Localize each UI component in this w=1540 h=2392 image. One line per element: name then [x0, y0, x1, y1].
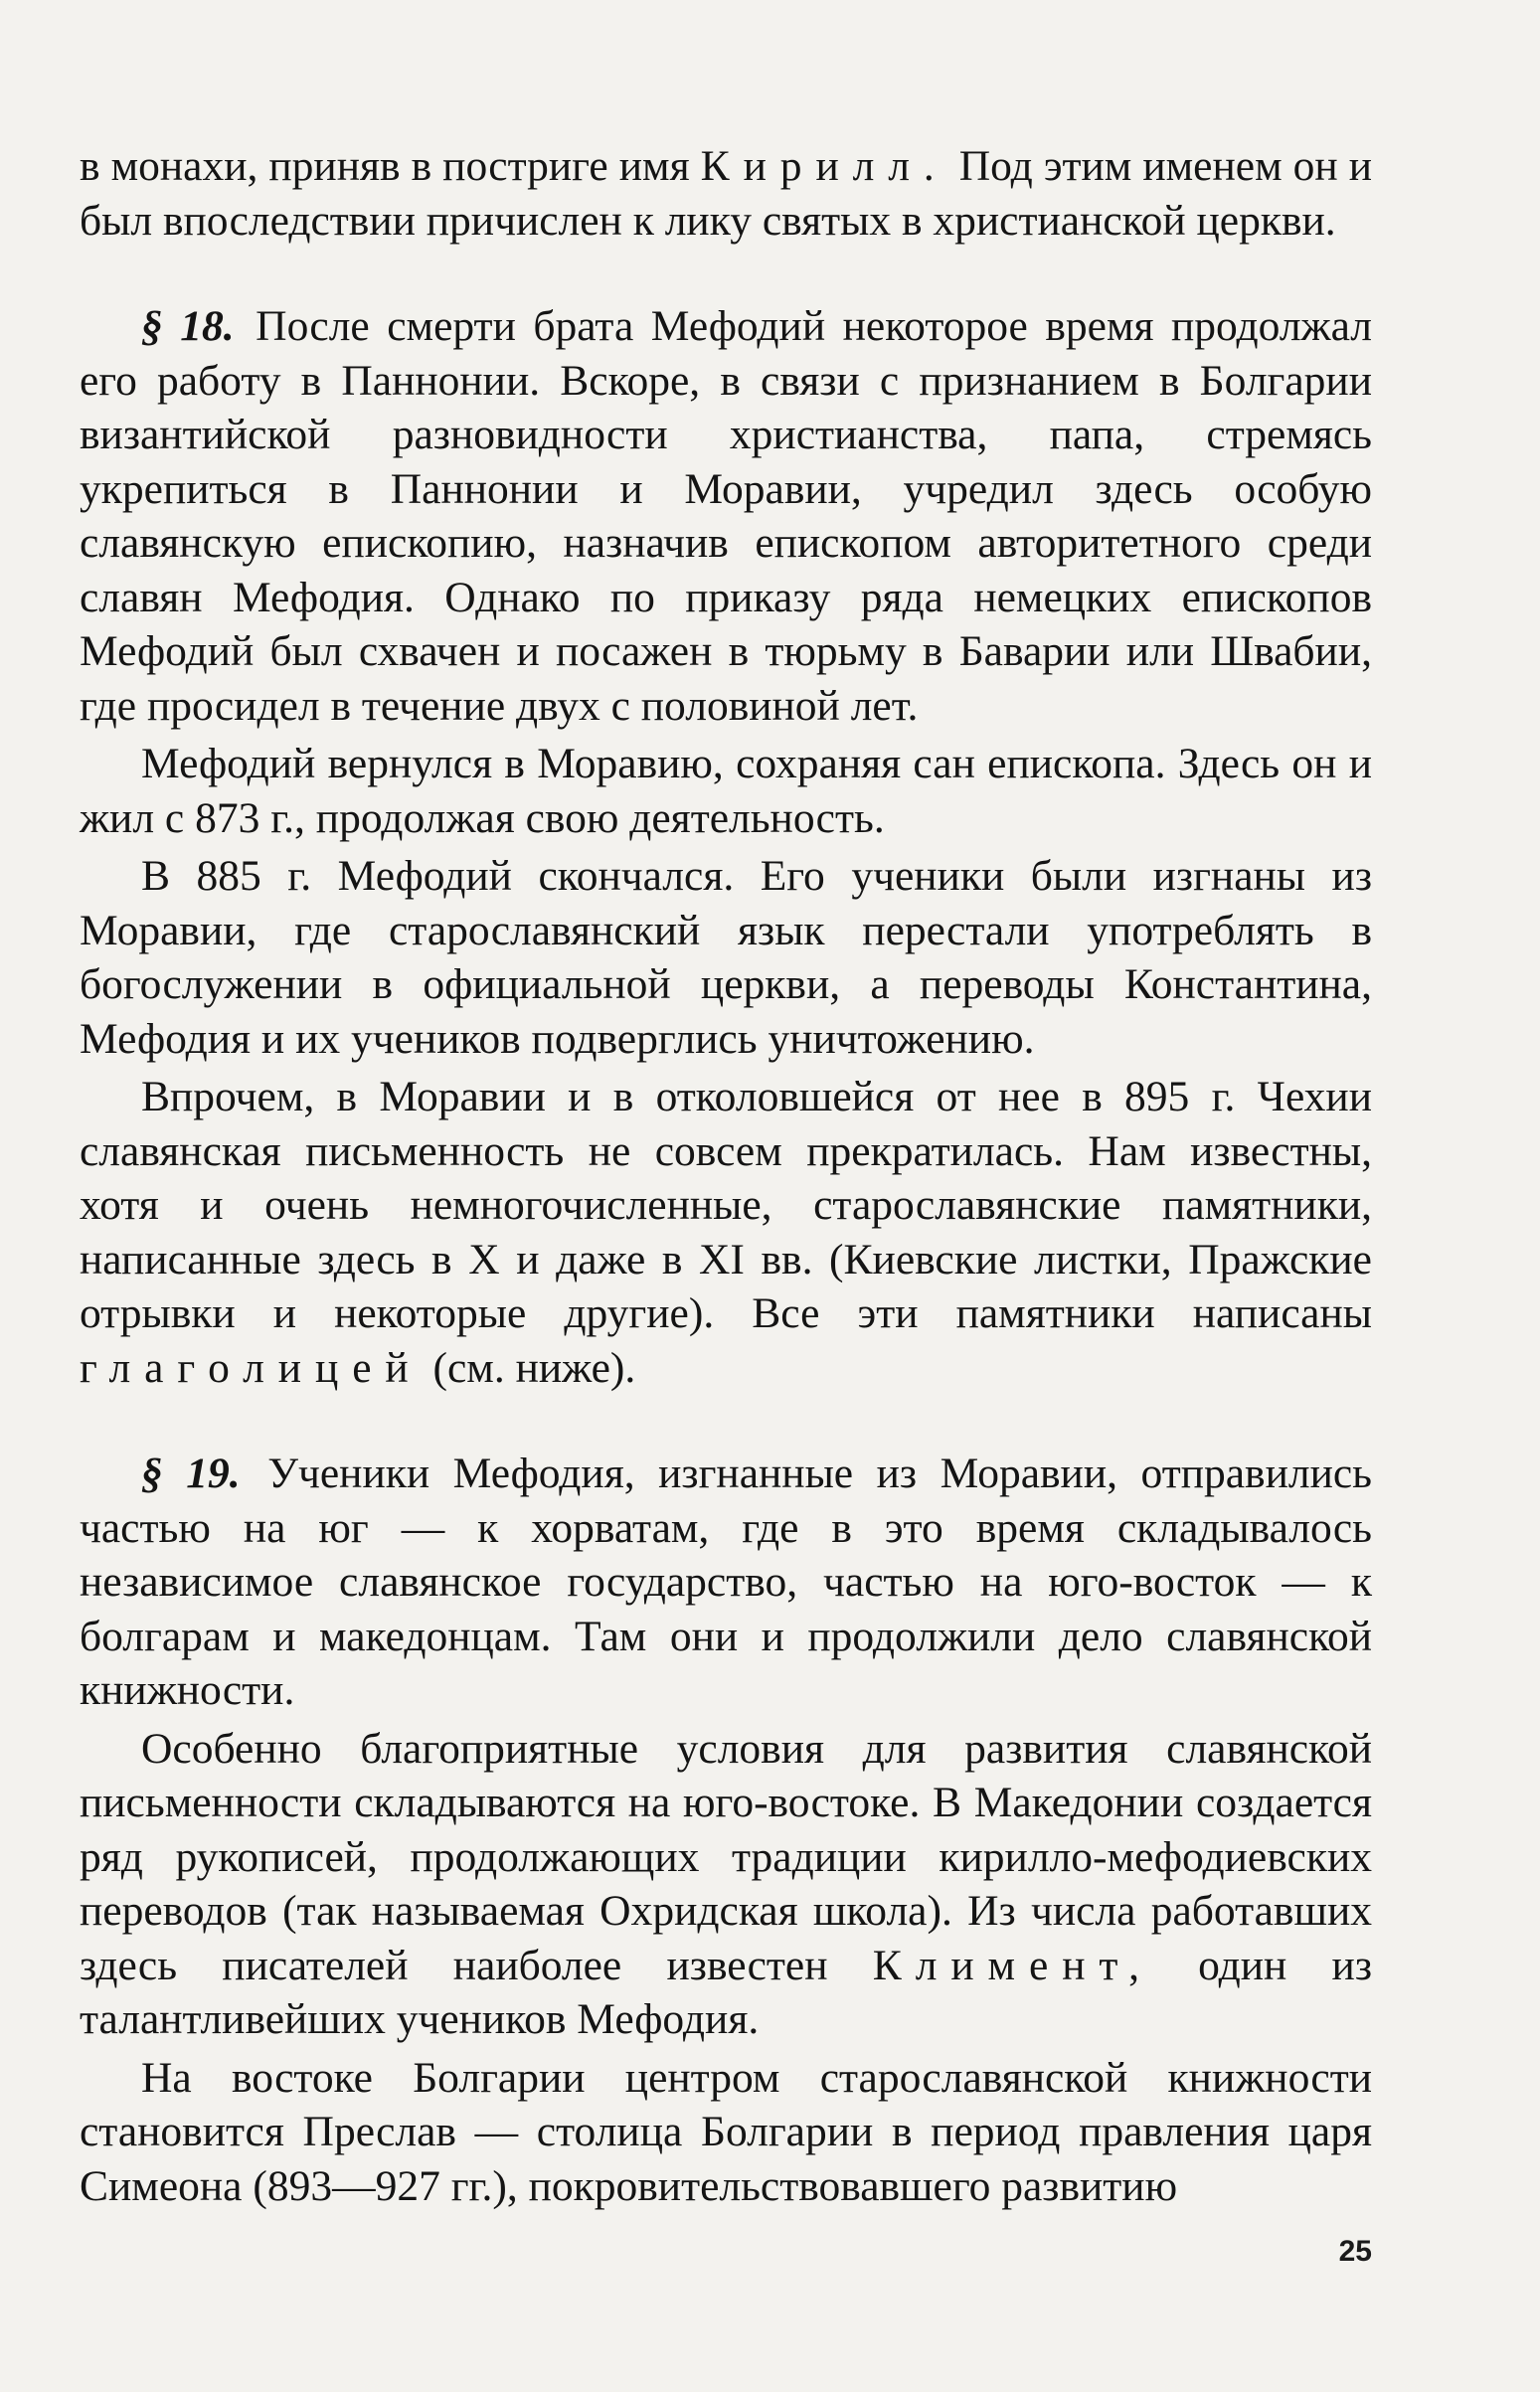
spaced-name: Кирилл.: [700, 142, 948, 190]
paragraph-text: в монахи, приняв в постриге имя: [80, 142, 690, 190]
paragraph-text: В 885 г. Мефодий скончался. Его ученики были изгнаны из Моравии, где старославянский язык перестали употреблять в богослужении в официальной церкви, а переводы Константина, Мефодия и их учеников подверглись уничтожению.: [80, 852, 1372, 1063]
paragraph-text: Под этим именем он и был впоследствии причислен к лику святых в христианской церкви.: [80, 142, 1372, 245]
paragraph: [80, 2051, 1372, 2214]
paragraph-text: Мефодий вернулся в Моравию, сохраняя сан епископа. Здесь он и жил с 873 г., продолжая свою деятельность.: [80, 740, 1372, 842]
paragraph-text: (см. ниже).: [432, 1343, 636, 1392]
section-18-paragraph: [80, 299, 1372, 733]
paragraph-continuation: [80, 139, 1372, 248]
paragraph: [80, 849, 1372, 1066]
spaced-name: Климент,: [872, 1941, 1153, 1989]
page-body: [80, 139, 1372, 2213]
paragraph-text: Ученики Мефодия, изгнанные из Моравии, отправились частью на юг — к хорватам, где в это время складывалось независимое славянское государство, частью на юго-восток — к болгарам и македонцам. Там они и продолжили дело славянской книжности.: [80, 1450, 1372, 1714]
paragraph-text: Впрочем, в Моравии и в отколовшейся от нее в 895 г. Чехии славянская письменность не совсем прекратилась. Нам известны, хотя и очень немногочисленные, старославянские памятники, написанные здесь в X и даже в XI вв. (Киевские листки, Пражские отрывки и некоторые другие). Все эти памятники написаны: [80, 1073, 1372, 1337]
paragraph: [80, 737, 1372, 845]
paragraph-text: После смерти брата Мефодий некоторое время продолжал его работу в Паннонии. Вскоре, в связи с признанием в Болгарии византийской разновидности христианства, папа, стремясь укрепиться в Паннонии и Моравии, учредил здесь особую славянскую епископию, назначив епископом авторитетного среди славян Мефодия. Однако по приказу ряда немецких епископов Мефодий был схвачен и посажен в тюрьму в Баварии или Швабии, где просидел в течение двух с половиной лет.: [80, 302, 1372, 730]
section-number: § 19.: [141, 1450, 241, 1497]
paragraph: [80, 1722, 1372, 2047]
section-number: § 18.: [141, 302, 235, 350]
page-number: 25: [1338, 2235, 1372, 2268]
spaced-term: глаголицей: [80, 1343, 423, 1392]
paragraph-text: На востоке Болгарии центром старославянской книжности становится Преслав — столица Болгарии в период правления царя Симеона (893—927 гг.), покровительствовавшего развитию: [80, 2053, 1372, 2210]
paragraph-text: один из талантливейших учеников Мефодия.: [80, 1941, 1373, 2043]
section-19-paragraph: [80, 1447, 1372, 1718]
paragraph: [80, 1070, 1372, 1395]
paragraph-text: Особенно благоприятные условия для развития славянской письменности складываются на юго-востоке. В Македонии создается ряд рукописей, продолжающих традиции кирилло-мефодиевских переводов (так называемая Охридская школа). Из числа работавших здесь писателей наиболее известен: [80, 1724, 1372, 1989]
